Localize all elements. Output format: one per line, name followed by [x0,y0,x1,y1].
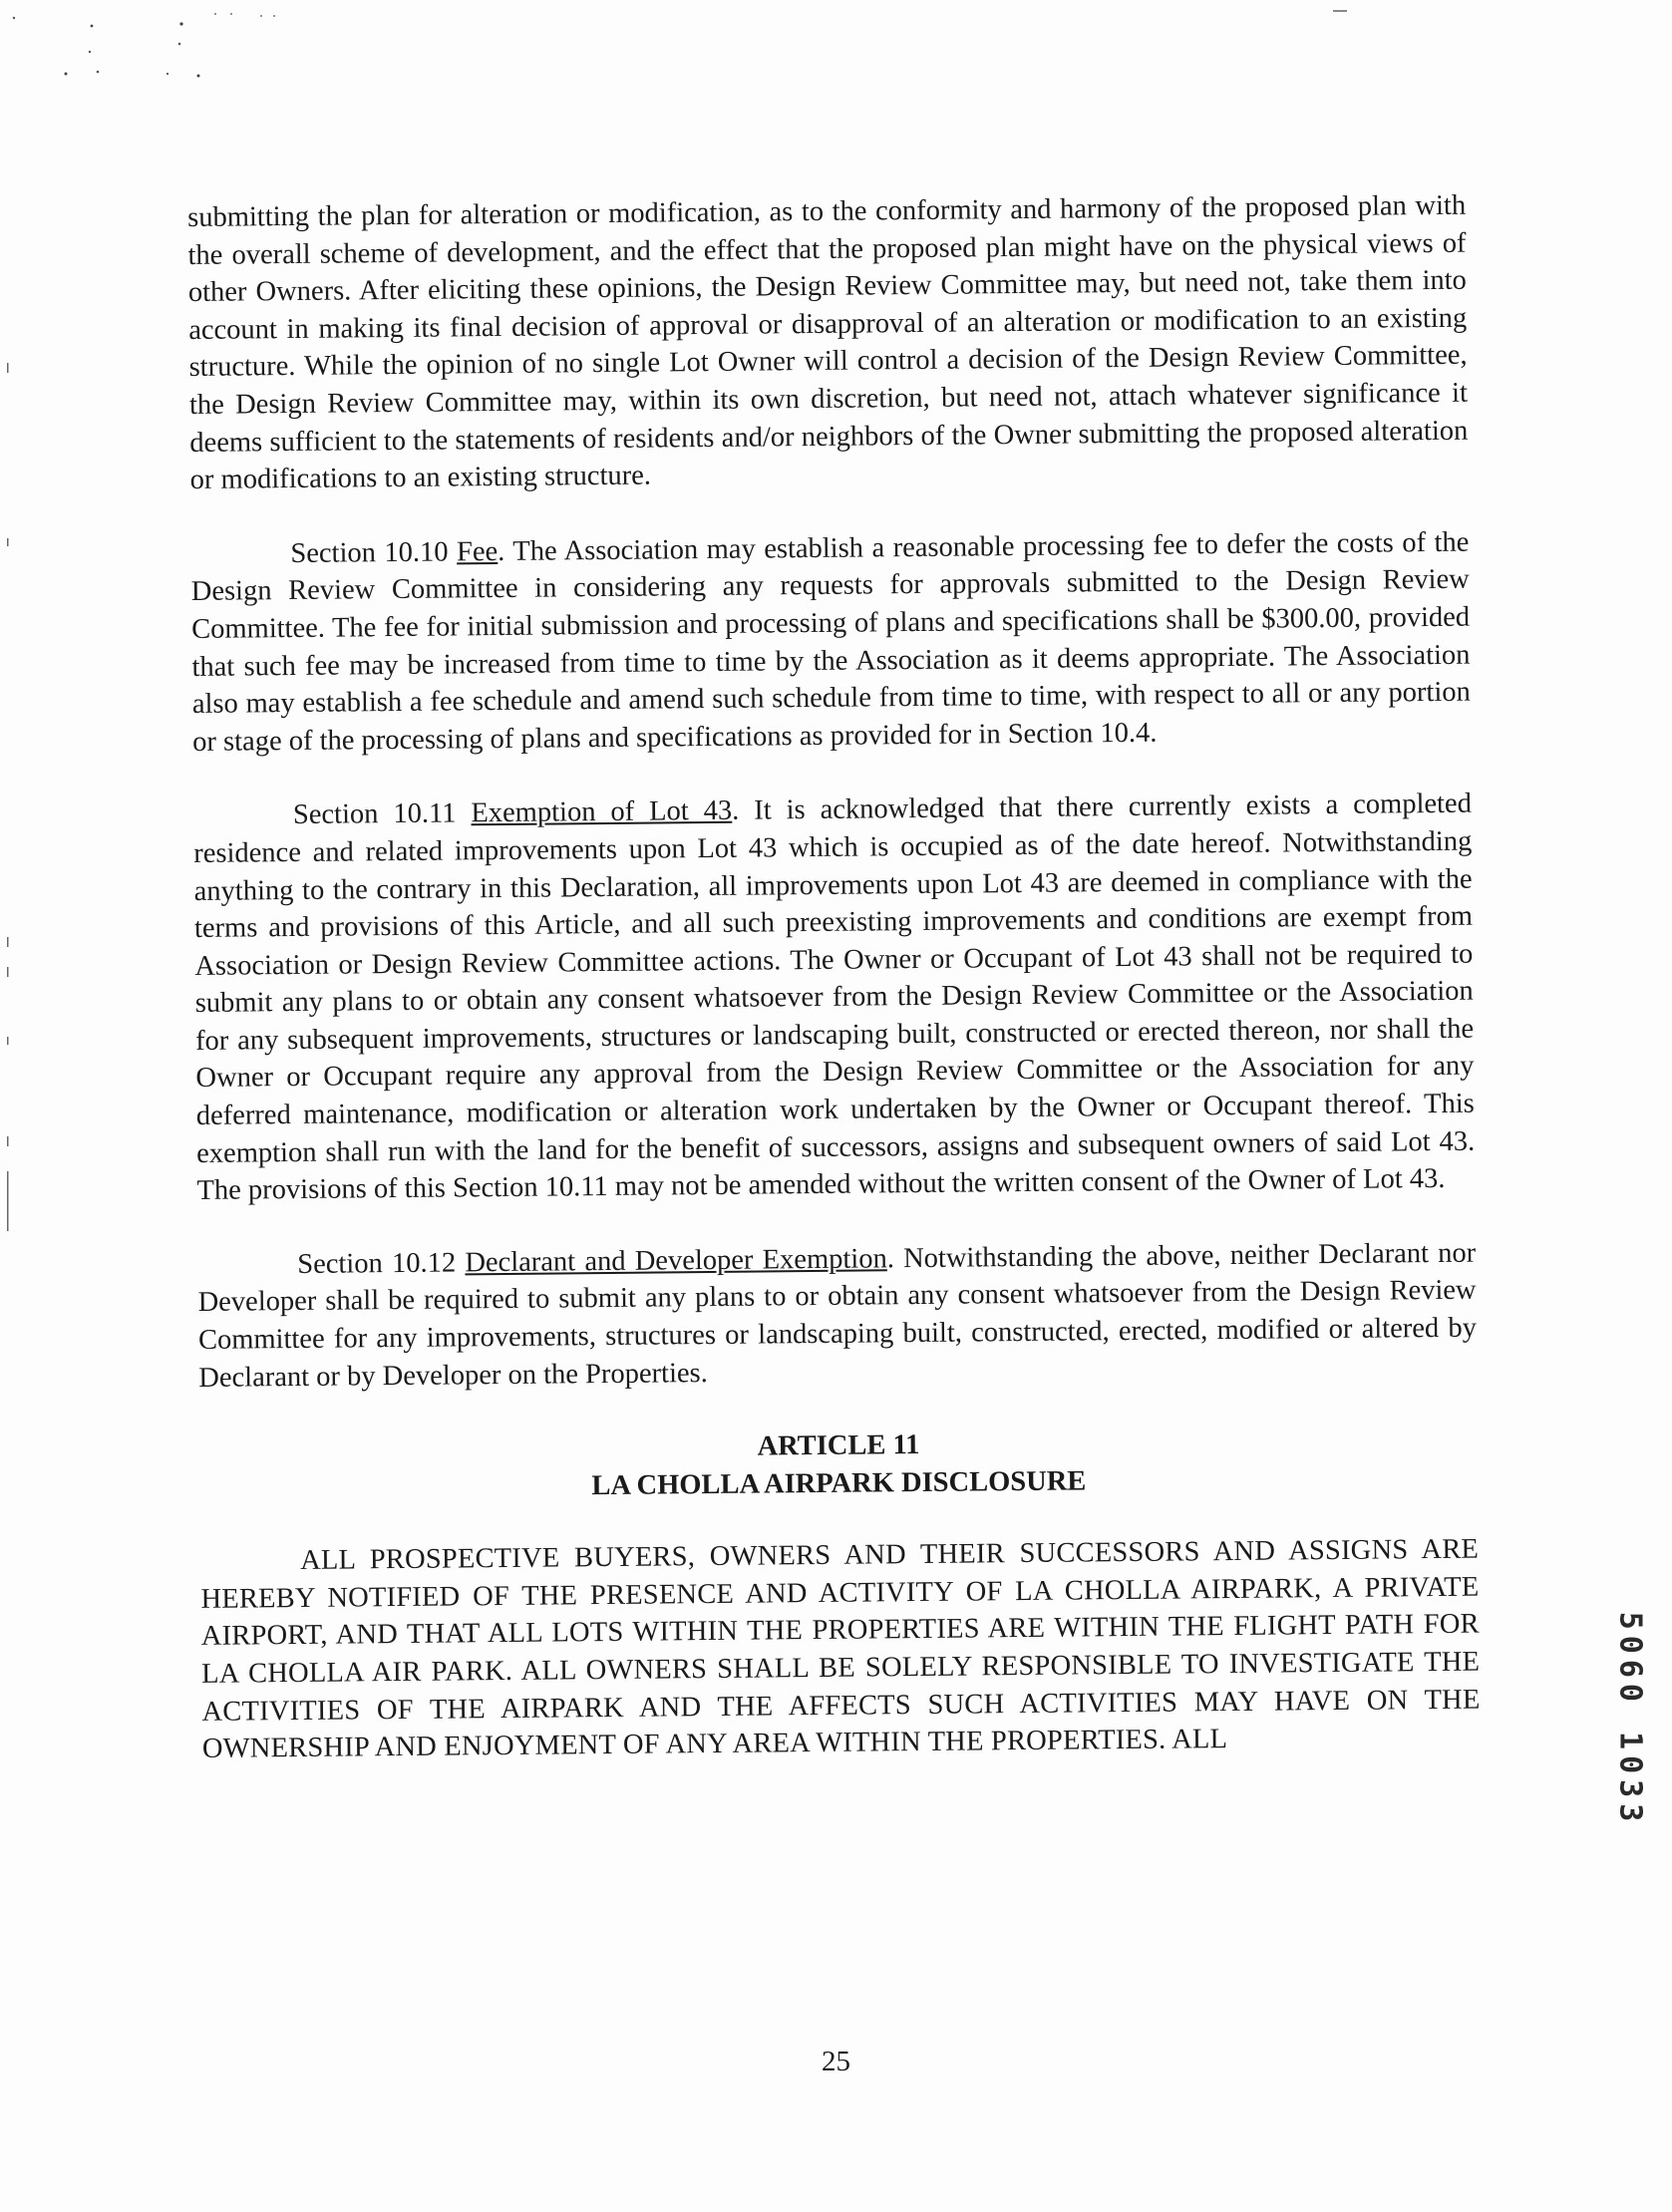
section-10-12-body: . Notwithstanding the above, neither Declarant nor Developer shall be required to submit any plans to or obtain any consent whatsoever from the Design Review Committee for any improvements, structures or landscaping built, constructed, erected, modified or altered by Declarant or by Developer on the Properties. [197,1237,1478,1394]
document-body [187,187,1481,1805]
article-heading [199,1422,1479,1509]
article-title: LA CHOLLA AIRPARK DISCLOSURE [591,1465,1087,1502]
recording-stamp-text: 5060 1033 [1612,1611,1648,1828]
section-10-11-body: . It is acknowledged that there currently exists a completed residence and related improvements upon Lot 43 which is occupied as of the date hereof. Notwithstanding anything to the contrary in this Declaration, all improvements upon Lot 43 are deemed in compliance with the terms and provisions of this Article, and all such preexisting improvements and conditions are exempt from Association or Design Review Committee actions. The Owner or Occupant of Lot 43 shall not be required to submit any plans to or obtain any consent whatsoever from the Design Review Committee or the Association for any subsequent improvements, structures or landscaping built, constructed or erected thereon, nor shall the Owner or Occupant require any approval from the Design Review Committee or the Association for any deferred maintenance, modification or alteration work undertaken by the Owner or Occupant thereof. This exemption shall run with the land for the benefit of successors, assigns and subsequent owners of said Lot 43. The provisions of this Section 10.11 may not be amended without the written consent of the Owner of Lot 43. [193,788,1476,1207]
section-10-11-number: Section 10.11 [292,797,457,831]
section-10-12 [197,1234,1477,1397]
section-10-12-title: Declarant and Developer Exemption [465,1243,887,1279]
margin-marks [0,0,30,1296]
section-10-11 [193,786,1476,1210]
section-10-10-body: . The Association may establish a reasonable processing fee to defer the costs of the Design Review Committee in considering any requests for approvals submitted to the Design Review Committee. The fee for initial submission and processing of plans and specifications shall be $300.00, provided that such fee may be increased from time to time by the Association as it deems appropriate. The Association also may establish a fee schedule and amend such schedule from time to time, with respect to all or any portion or stage of the processing of plans and specifications as provided for in Section 10.4. [190,526,1471,758]
scan-mark [1333,10,1347,12]
page-number: 25 [822,2046,850,2077]
section-10-10 [190,523,1471,761]
recording-stamp [1600,1565,1660,1874]
section-10-10-number: Section 10.10 [290,536,449,569]
scan-specks [0,0,299,100]
section-10-10-title: Fee [456,535,499,568]
section-10-11-title: Exemption of Lot 43 [471,795,733,829]
paragraph-continuation: submitting the plan for alteration or modification, as to the conformity and harmony of the proposed plan with the overall scheme of development, and the effect that the proposed plan might have on the physical views of other Owners. After eliciting these opinions, the Design Review Committee may, but need not, take them into account in making its final decision of approval or disapproval of an alteration or modification to an existing structure. While the opinion of no single Lot Owner will control a decision of the Design Review Committee, the Design Review Committee may, within its own discretion, but need not, attach whatever significance it deems sufficient to the statements of residents and/or neighbors of the Owner submitting the proposed alteration or modifications to an existing structure. [187,189,1469,496]
article-number: ARTICLE 11 [757,1429,920,1462]
section-10-12-number: Section 10.12 [297,1247,457,1280]
article-11-disclosure: ALL PROSPECTIVE BUYERS, OWNERS AND THEIR SUCCESSORS AND ASSIGNS ARE HEREBY NOTIFIED OF THE PRESENCE AND ACTIVITY OF LA CHOLLA AIRPARK, A PRIVATE AIRPORT, AND THAT ALL LOTS WITHIN THE PROPERTIES ARE WITHIN THE FLIGHT PATH FOR LA CHOLLA AIR PARK. ALL OWNERS SHALL BE SOLELY RESPONSIBLE TO INVESTIGATE THE ACTIVITIES OF THE AIRPARK AND THE AFFECTS SUCH ACTIVITIES MAY HAVE ON THE OWNERSHIP AND ENJOYMENT OF ANY AREA WITHIN THE PROPERTIES. ALL [200,1533,1481,1765]
